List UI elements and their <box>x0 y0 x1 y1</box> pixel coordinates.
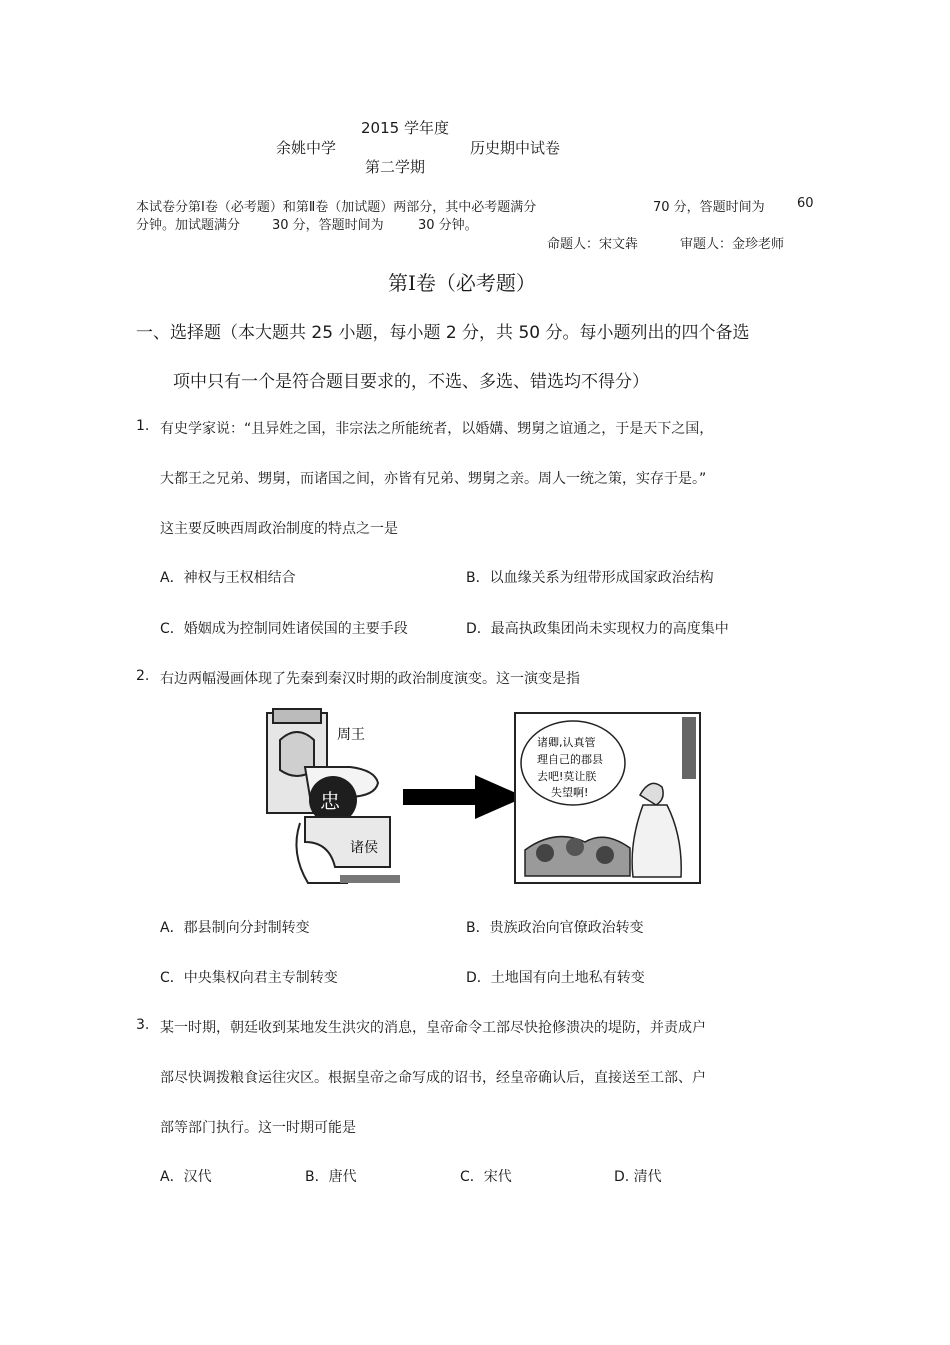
official-head-3 <box>596 846 614 864</box>
q2-option-d: D．土地国有向土地私有转变 <box>466 970 645 986</box>
q3-stem-line3: 部等部门执行。这一时期可能是 <box>160 1120 356 1136</box>
official-head-1 <box>536 844 554 862</box>
speech-line1: 诸卿,认真管 <box>537 736 596 749</box>
q1-stem-line2: 大都王之兄弟、甥舅，而诸国之间，亦皆有兄弟、甥舅之亲。周人一统之策，实存于是。” <box>160 471 707 487</box>
intro-line2-c: 30 分钟。 <box>418 218 478 233</box>
q1-option-d: D．最高执政集团尚未实现权力的高度集中 <box>466 621 729 637</box>
q1-option-a: A．神权与王权相结合 <box>160 570 296 586</box>
intro-line1-c: 60 <box>797 196 814 211</box>
q3-stem-line2: 部尽快调拨粮食运往灾区。根据皇帝之命写成的诏书，经皇帝确认后，直接送至工部、户 <box>160 1070 706 1086</box>
q1-stem-line1: 有史学家说：“且异姓之国，非宗法之所能统者，以婚媾、甥舅之谊通之，于是天下之国， <box>160 421 714 437</box>
q2-number: 2. <box>136 668 150 684</box>
part-title: 第Ⅰ卷（必考题） <box>388 271 536 295</box>
q3-stem-line1: 某一时期，朝廷收到某地发生洪灾的消息，皇帝命令工部尽快抢修溃决的堤防，并责成户 <box>160 1020 706 1036</box>
right-cartoon <box>515 713 700 883</box>
q1-number: 1. <box>136 418 150 434</box>
q3-option-a: A．汉代 <box>160 1169 212 1185</box>
q2-option-b: B．贵族政治向官僚政治转变 <box>466 920 644 936</box>
loyalty-char: 忠 <box>320 789 340 813</box>
section-heading-line2: 项中只有一个是符合题目要求的，不选、多选、错选均不得分） <box>173 372 649 392</box>
zhou-label: 周王 <box>337 727 365 743</box>
intro-line1-a: 本试卷分第Ⅰ卷（必考题）和第Ⅱ卷（加试题）两部分，其中必考题满分 <box>136 200 537 215</box>
exam-name: 历史期中试卷 <box>470 139 561 157</box>
speech-line4: 失望啊! <box>551 786 589 799</box>
intro-line2-b: 30 分，答题时间为 <box>272 218 384 233</box>
intro-line1-b: 70 分，答题时间为 <box>653 200 765 215</box>
q1-stem-line3: 这主要反映西周政治制度的特点之一是 <box>160 521 398 537</box>
exam-year: 2015 学年度 <box>361 119 449 137</box>
cartoon-illustration <box>245 705 705 890</box>
vertical-text-strip <box>682 717 696 779</box>
semester: 第二学期 <box>365 158 426 176</box>
q3-number: 3. <box>136 1017 150 1033</box>
arrow <box>403 775 525 819</box>
reviewer: 审题人：金珍老师 <box>680 237 785 252</box>
q3-option-b: B．唐代 <box>305 1169 357 1185</box>
school-name: 余姚中学 <box>276 139 337 157</box>
left-cartoon <box>267 709 400 883</box>
q2-option-a: A．郡县制向分封制转变 <box>160 920 310 936</box>
official-head-2 <box>566 838 584 856</box>
speech-line3: 去吧!莫让朕 <box>537 770 597 783</box>
q3-option-c: C．宋代 <box>460 1169 512 1185</box>
base-strip <box>340 875 400 883</box>
arrow-shaft <box>403 789 478 805</box>
author: 命题人：宋文犇 <box>547 237 639 252</box>
crown-shape <box>273 709 321 723</box>
intro-line2-a: 分钟。加试题满分 <box>136 218 241 233</box>
q3-option-d: D. 清代 <box>614 1169 662 1185</box>
q1-option-c: C．婚姻成为控制同姓诸侯国的主要手段 <box>160 621 408 637</box>
section-heading-line1: 一、选择题（本大题共 25 小题，每小题 2 分，共 50 分。每小题列出的四个备选 <box>136 323 750 343</box>
q1-option-b: B．以血缘关系为纽带形成国家政治结构 <box>466 570 714 586</box>
lords-label: 诸侯 <box>350 840 378 856</box>
speech-line2: 理自己的郡县 <box>537 753 603 766</box>
q2-option-c: C．中央集权向君主专制转变 <box>160 970 338 986</box>
q2-stem: 右边两幅漫画体现了先秦到秦汉时期的政治制度演变。这一演变是指 <box>160 671 580 687</box>
